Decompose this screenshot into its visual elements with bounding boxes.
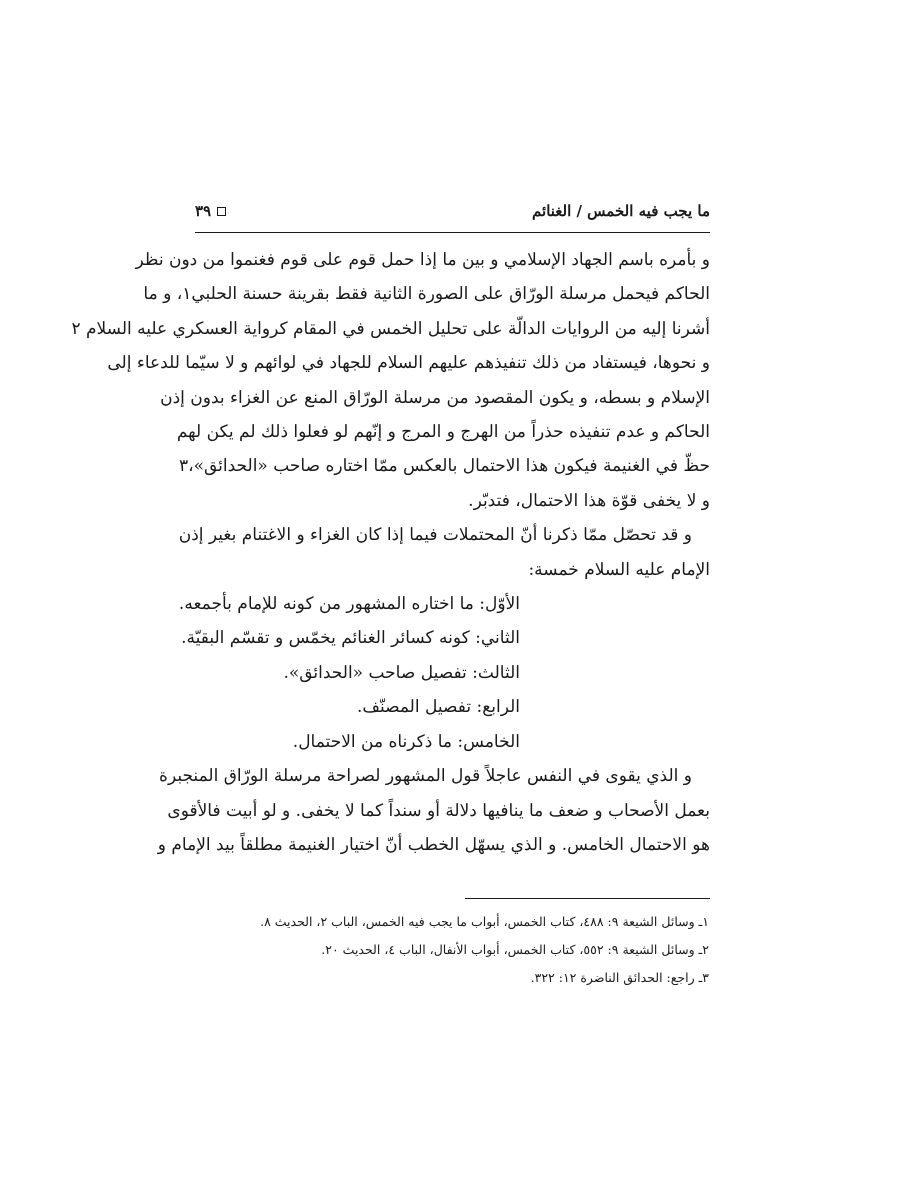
square-bullet-icon — [217, 207, 226, 216]
footnote-divider — [465, 898, 710, 899]
footnote: ٢ـ وسائل الشيعة ٩: ٥٥٢، كتاب الخمس، أبواب الأنفال، الباب ٤، الحديث ٢٠. — [321, 942, 709, 957]
text-line: حظّ في الغنيمة فيكون هذا الاحتمال بالعكس ممّا اختاره صاحب «الحدائق»،٣ — [178, 456, 710, 477]
footnotes — [260, 908, 710, 992]
list-item: الأوّل: ما اختاره المشهور من كونه للإمام بأجمعه. — [178, 594, 520, 615]
text-line: و بأمره باسم الجهاد الإسلامي و بين ما إذا حمل قوم على قوم فغنموا من دون نظر — [135, 250, 710, 270]
header-divider — [195, 232, 710, 233]
text-line: الحاكم فيحمل مرسلة الورّاق على الصورة الثانية فقط بقرينة حسنة الحلبي١، و ما — [143, 284, 710, 305]
text-line: أشرنا إليه من الروايات الدالّة على تحليل الخمس في المقام كرواية العسكري عليه السلام ٢ — [71, 318, 710, 339]
text-line: و لا يخفى قوّة هذا الاحتمال، فتدبّر. — [468, 490, 710, 511]
text-line: الإمام عليه السلام خمسة: — [528, 559, 710, 580]
main-text — [71, 243, 710, 862]
list-item: الثاني: كونه كسائر الغنائم يخمّس و تقسّم البقيّة. — [181, 628, 520, 649]
text-line: الإسلام و بسطه، و يكون المقصود من مرسلة الورّاق المنع عن الغزاء بدون إذن — [160, 387, 710, 408]
list-item: الخامس: ما ذكرناه من الاحتمال. — [292, 731, 520, 752]
list-item: الثالث: تفصيل صاحب «الحدائق». — [283, 662, 520, 683]
text-line: و نحوها، فيستفاد من ذلك تنفيذهم عليهم السلام للجهاد في لوائهم و لا سيّما للدعاء إلى — [107, 353, 710, 374]
text-line: و قد تحصّل ممّا ذكرنا أنّ المحتملات فيما إذا كان الغزاء و الاغتنام بغير إذن — [178, 525, 692, 546]
footnote: ١ـ وسائل الشيعة ٩: ٤٨٨، كتاب الخمس، أبواب ما يجب فيه الخمس، الباب ٢، الحديث ٨. — [260, 914, 709, 929]
text-line: بعمل الأصحاب و ضعف ما ينافيها دلالة أو سنداً كما لا يخفى. و لو أبيت فالأقوى — [167, 800, 710, 821]
text-line: هو الاحتمال الخامس. و الذي يسهّل الخطب أنّ اختيار الغنيمة مطلقاً بيد الإمام و — [157, 834, 710, 855]
page-number: ٣٩ — [195, 202, 212, 220]
list-item: الرابع: تفصيل المصنّف. — [356, 697, 520, 718]
text-line: و الذي يقوى في النفس عاجلاً قول المشهور لصراحة مرسلة الورّاق المنجبرة — [159, 766, 692, 787]
running-header — [195, 200, 710, 226]
header-page-number — [195, 202, 226, 220]
text-line: الحاكم و عدم تنفيذه حذراً من الهرج و المرج و إنّهم لو فعلوا ذلك لم يكن لهم — [176, 422, 710, 443]
header-title: ما يجب فيه الخمس / الغنائم — [532, 202, 710, 220]
footnote: ٣ـ راجع: الحدائق الناضرة ١٢: ٣٢٢. — [530, 970, 709, 985]
